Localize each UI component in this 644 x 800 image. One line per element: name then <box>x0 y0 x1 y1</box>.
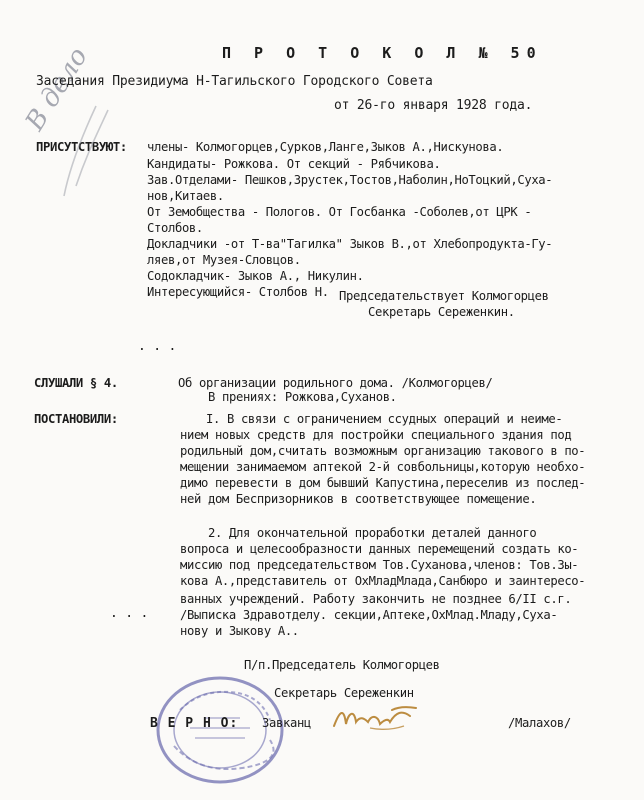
handwritten-margin-note: В дело <box>20 42 94 136</box>
attendance-line: члены- Колмогорцев,Сурков,Ланге,Зыков А.,Нискунова. <box>147 140 504 154</box>
attendance-line: Содокладчик- Зыков А., Никулин. <box>147 269 364 283</box>
resolution-item-1-line: ней дом Беспризорников в соответствующее помещение. <box>180 492 537 506</box>
attendance-line: Докладчики -от Т-ва"Тагилка" Зыков В.,от Хлебопродукта-Гу- <box>147 237 553 251</box>
ellipsis-separator: . . . <box>138 339 177 354</box>
verified-label: В Е Р Н О: <box>150 716 239 731</box>
heard-debate: В прениях: Рожкова,Суханов. <box>208 390 397 404</box>
chairman-line: Председательствует Колмогорцев <box>339 289 549 303</box>
attendance-label: ПРИСУТСТВУЮТ: <box>36 140 127 154</box>
pencil-margin-strokes <box>56 96 116 206</box>
attendance-line: Интересующийся- Столбов Н. <box>147 285 329 299</box>
protocol-subtitle: Заседания Президиума Н-Тагильского Городского Совета <box>36 74 433 89</box>
resolution-item-1-line: родильный дом,считать возможным организацию такового в по- <box>180 444 586 458</box>
attendance-line: Кандидаты- Рожкова. От секций - Рябчикова. <box>147 157 441 171</box>
resolved-label: ПОСТАНОВИЛИ: <box>34 412 118 426</box>
secretary-signature-line: Секретарь Сереженкин <box>274 686 414 700</box>
resolution-item-1-line: нием новых средств для постройки специального здания под <box>180 428 572 442</box>
resolution-item-1-line: мещении занимаемом аптекой 2-й совбольницы,которую необхо- <box>180 460 586 474</box>
secretary-line: Секретарь Сереженкин. <box>368 305 515 319</box>
resolution-item-1-line: димо перевести в дом бывший Капустина,переселив из послед- <box>180 476 586 490</box>
resolution-item-2-line: кова А.,представитель от ОхМладМлада,Санбюро и заинтересо- <box>180 574 586 588</box>
attendance-line: нов,Китаев. <box>147 189 224 203</box>
attendance-line: Столбов. <box>147 221 203 235</box>
attendance-line: От Земобщества - Пологов. От Госбанка -Соболев,от ЦРК - <box>147 205 532 219</box>
resolution-item-2-line: нову и Зыкову А.. <box>180 624 299 638</box>
resolution-item-2-line: ванных учреждений. Работу закончить не позднее 6/II с.г. <box>180 592 572 606</box>
resolution-item-2-line: 2. Для окончательной проработки деталей данного <box>208 526 537 540</box>
resolution-item-2-line: /Выписка Здравотделу. секции,Аптеке,ОхМлад.Младу,Суха- <box>180 608 558 622</box>
protocol-date: от 26-го января 1928 года. <box>334 98 533 113</box>
ellipsis-separator: . . . <box>110 606 149 621</box>
office-head-name: /Малахов/ <box>508 716 571 730</box>
resolution-item-1-line: I. В связи с ограничением ссудных операций и неиме- <box>206 412 563 426</box>
resolution-item-2-line: миссию под председательством Тов.Суханова,членов: Тов.Зы- <box>180 558 579 572</box>
attendance-line: ляев,от Музея-Словцов. <box>147 253 301 267</box>
heard-label: СЛУШАЛИ § 4. <box>34 376 118 390</box>
protocol-title: П Р О Т О К О Л № 50 <box>222 44 543 62</box>
attendance-line: Зав.Отделами- Пешков,Зрустек,Тостов,Наболин,НоТоцкий,Суха- <box>147 173 553 187</box>
handwritten-signature <box>330 702 422 734</box>
heard-topic: Об организации родильного дома. /Колмогорцев/ <box>178 376 493 390</box>
resolution-item-2-line: вопроса и целесообразности данных перемещений создать ко- <box>180 542 579 556</box>
office-head-title: Завканц <box>262 716 311 730</box>
chairman-signature-line: П/п.Председатель Колмогорцев <box>244 658 440 672</box>
